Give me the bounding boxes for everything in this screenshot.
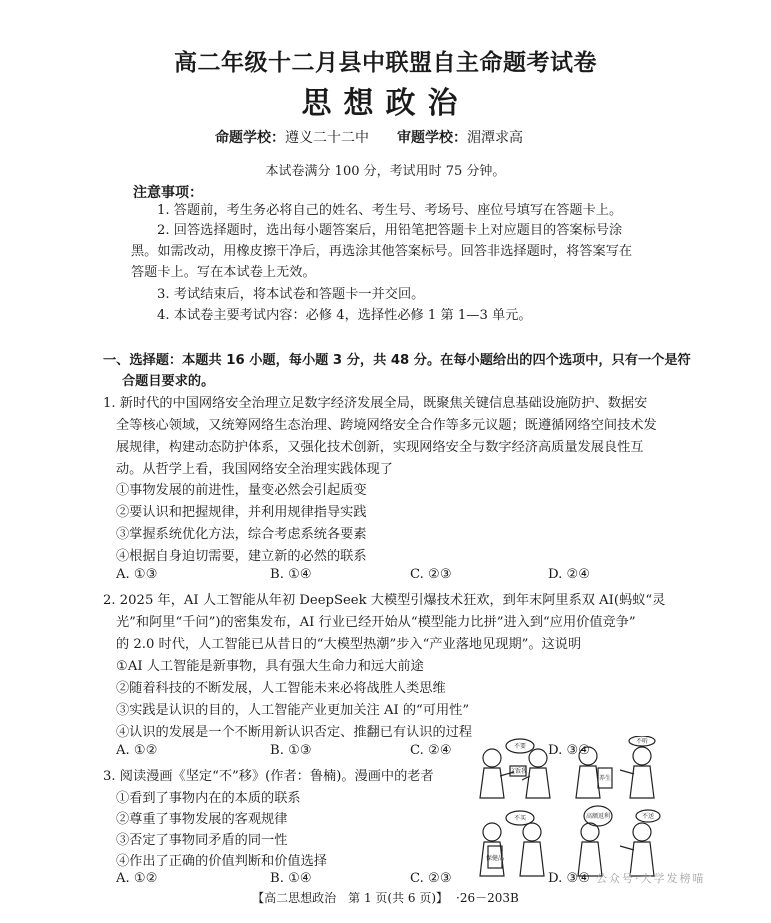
notice-line: 3. 考试结束后，将本试卷和答题卡一并交回。	[157, 287, 425, 302]
school-info	[215, 127, 523, 147]
q2-item: ②随着科技的不断发展，人工智能未来必将战胜人类思维	[116, 681, 446, 696]
q2-item: ③实践是认识的目的，人工智能产业更加关注 AI 的“可用性”	[116, 703, 470, 718]
comic-word-4: 不送	[641, 813, 655, 820]
q1-choice-d: D. ②④	[548, 567, 591, 582]
notice-line: 黑。如需改动，用橡皮擦干净后，再选涂其他答案标号。回答非选择题时，将答案写在	[131, 244, 633, 259]
q1-stem: 动。从哲学上看，我国网络安全治理实践体现了	[116, 462, 393, 477]
q1-choice-b: B. ①④	[270, 567, 312, 582]
notice-line: 1. 答题前，考生务必将自己的姓名、考生号、考场号、座位号填写在答题卡上。	[157, 203, 623, 218]
notice-line: 答题卡上。写在本试卷上无效。	[131, 265, 316, 280]
q3-item: ②尊重了事物发展的客观规律	[116, 812, 288, 827]
score-info: 本试卷满分 100 分，考试用时 75 分钟。	[265, 164, 506, 179]
notice-heading: 注意事项：	[133, 185, 203, 201]
comic-word-8: 高额返利	[585, 813, 611, 820]
q2-item: ④认识的发展是一个不断用新认识否定、推翻已有认识的过程	[116, 725, 473, 740]
page-footer	[0, 889, 771, 906]
comic-word-7: 保健品	[485, 855, 505, 862]
section-heading-cont: 合题目要求的。	[122, 374, 215, 389]
comic-word-5: 这饭我	[508, 768, 528, 775]
q2-stem: 2. 2025 年，AI 人工智能从年初 DeepSeek 大模型引爆技术狂欢，到年末阿里系双 AI(蚂蚁“灵	[103, 593, 666, 608]
q1-item: ①事物发展的前进性，量变必然会引起质变	[116, 483, 367, 498]
q3-choice-b: B. ①④	[270, 871, 312, 886]
q1-choice-c: C. ②③	[410, 567, 452, 582]
q1-item: ④根据自身迫切需要，建立新的必然的联系	[116, 549, 367, 564]
footer-text: 【高二思想政治 第 1 页(共 6 页)】	[252, 891, 449, 905]
q1-stem: 展规律，构建动态防护体系，又强化技术创新，实现网络安全与数字经济高质量发展良性互	[116, 440, 644, 455]
comic-word-1: 不要	[513, 743, 527, 750]
footer-code: ·26－203B	[456, 891, 519, 905]
exam-title: 高二年级十二月县中联盟自主命题考试卷	[174, 50, 597, 76]
section-heading: 一、选择题：本题共 16 小题，每小题 3 分，共 48 分。在每小题给出的四个选项中，只有一个是符	[103, 353, 691, 368]
q2-stem: 的 2.0 时代，人工智能已从昔日的“大模型热潮”步入“产业落地见现期”。这说明	[116, 637, 582, 652]
q3-item: ③否定了事物同矛盾的同一性	[116, 833, 288, 848]
q2-choice-c: C. ②④	[410, 743, 452, 758]
setter-label: 命题学校：	[215, 130, 285, 146]
comic-word-6: 养生	[598, 775, 612, 782]
q3-choice-a: A. ①②	[116, 871, 158, 886]
q1-stem: 1. 新时代的中国网络安全治理立足数字经济发展全局，既聚焦关键信息基础设施防护、数据安	[103, 396, 648, 411]
q2-item: ①AI 人工智能是新事物，具有强大生命力和远大前途	[116, 659, 424, 674]
notice-line: 4. 本试卷主要考试内容：必修 4，选择性必修 1 第 1—3 单元。	[157, 308, 532, 323]
q2-choice-d: D. ③④	[548, 743, 591, 758]
q2-choice-a: A. ①②	[116, 743, 158, 758]
q3-choice-d: D. ③④	[548, 871, 591, 886]
subject-title: 思想政治	[301, 86, 470, 121]
notice-line: 2. 回答选择题时，选出每小题答案后，用铅笔把答题卡上对应题目的答案标号涂	[157, 223, 623, 238]
reviewer-label: 审题学校：	[397, 130, 467, 146]
q3-choice-c: C. ②③	[410, 871, 452, 886]
q1-stem: 全等核心领域，又统筹网络生态治理、跨境网络安全合作等多元议题；既遵循网络空间技术发	[116, 418, 657, 433]
q3-item: ①看到了事物内在的本质的联系	[116, 791, 301, 806]
watermark: 公众号·大学发榜喵	[596, 872, 706, 885]
comic-word-2: 不听	[635, 738, 649, 745]
setter-school: 遵义二十二中	[285, 130, 369, 146]
q1-item: ②要认识和把握规律，并利用规律指导实践	[116, 505, 367, 520]
q2-choice-b: B. ①③	[270, 743, 312, 758]
comic-illustration	[470, 736, 670, 886]
q3-stem: 3. 阅读漫画《坚定“不”移》(作者：鲁楠)。漫画中的老者	[103, 769, 434, 784]
q3-item: ④作出了正确的价值判断和价值选择	[116, 854, 327, 869]
q1-choice-a: A. ①③	[116, 567, 158, 582]
comic-word-3: 不买	[513, 815, 527, 822]
q2-stem: 光”和阿里“千问”)的密集发布，AI 行业已经开始从“模型能力比拼”进入到“应用价值竞争”	[116, 615, 636, 630]
q1-item: ③掌握系统优化方法，综合考虑系统各要素	[116, 527, 367, 542]
reviewer-school: 湄潭求高	[467, 130, 523, 146]
